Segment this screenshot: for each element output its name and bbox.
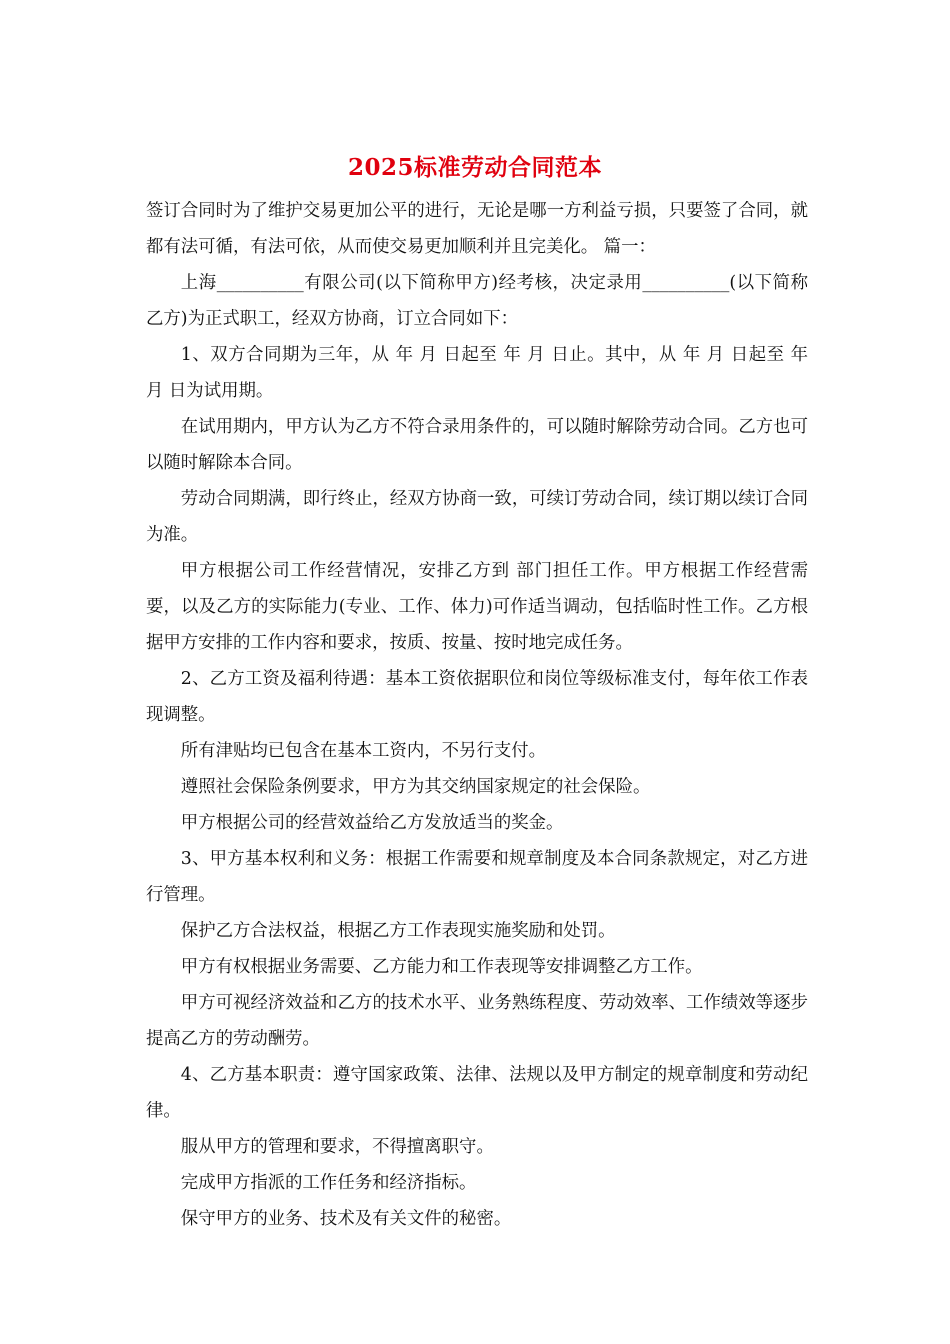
paragraph: 服从甲方的管理和要求，不得擅离职守。 — [180, 1137, 494, 1157]
paragraph: 劳动合同期满，即行终止，经双方协商一致，可续订劳动合同，续订期以续订合同为准。 — [146, 489, 808, 545]
paragraph: 在试用期内，甲方认为乙方不符合录用条件的，可以随时解除劳动合同。乙方也可以随时解除本合同。 — [146, 417, 808, 473]
paragraph: 甲方根据公司工作经营情况，安排乙方到 部门担任工作。甲方根据工作经营需要，以及乙方的实际能力(专业、工作、体力)可作适当调动，包括临时性工作。乙方根据甲方安排的工作内容和要求，按质、按量、按时地完成任务。 — [146, 561, 808, 653]
document-title: 2025标准劳动合同范本 — [347, 154, 602, 181]
paragraph: 3、甲方基本权利和义务：根据工作需要和规章制度及本合同条款规定，对乙方进行管理。 — [146, 849, 808, 905]
paragraph: 签订合同时为了维护交易更加公平的进行，无论是哪一方利益亏损，只要签了合同，就都有法可循，有法可依，从而使交易更加顺利并且完美化。 篇一： — [146, 201, 808, 257]
paragraph: 2、乙方工资及福利待遇：基本工资依据职位和岗位等级标准支付，每年依工作表现调整。 — [146, 669, 808, 725]
paragraph: 所有津贴均已包含在基本工资内，不另行支付。 — [180, 741, 547, 761]
paragraph: 保护乙方合法权益，根据乙方工作表现实施奖励和处罚。 — [180, 921, 616, 941]
paragraph: 上海__________有限公司(以下简称甲方)经考核，决定录用__________(以下简称乙方)为正式职工，经双方协商，订立合同如下： — [146, 273, 808, 329]
paragraph: 甲方根据公司的经营效益给乙方发放适当的奖金。 — [180, 813, 564, 833]
paragraph: 1、双方合同期为三年，从 年 月 日起至 年 月 日止。其中，从 年 月 日起至 年 月 日为试用期。 — [146, 345, 808, 401]
paragraph: 4、乙方基本职责：遵守国家政策、法律、法规以及甲方制定的规章制度和劳动纪律。 — [146, 1065, 808, 1121]
paragraph: 完成甲方指派的工作任务和经济指标。 — [180, 1173, 477, 1193]
paragraph: 保守甲方的业务、技术及有关文件的秘密。 — [180, 1209, 512, 1229]
paragraph: 甲方可视经济效益和乙方的技术水平、业务熟练程度、劳动效率、工作绩效等逐步提高乙方的劳动酬劳。 — [146, 993, 808, 1049]
paragraph: 遵照社会保险条例要求，甲方为其交纳国家规定的社会保险。 — [180, 777, 651, 797]
document-body — [146, 193, 808, 1237]
paragraph: 甲方有权根据业务需要、乙方能力和工作表现等安排调整乙方工作。 — [180, 957, 703, 977]
